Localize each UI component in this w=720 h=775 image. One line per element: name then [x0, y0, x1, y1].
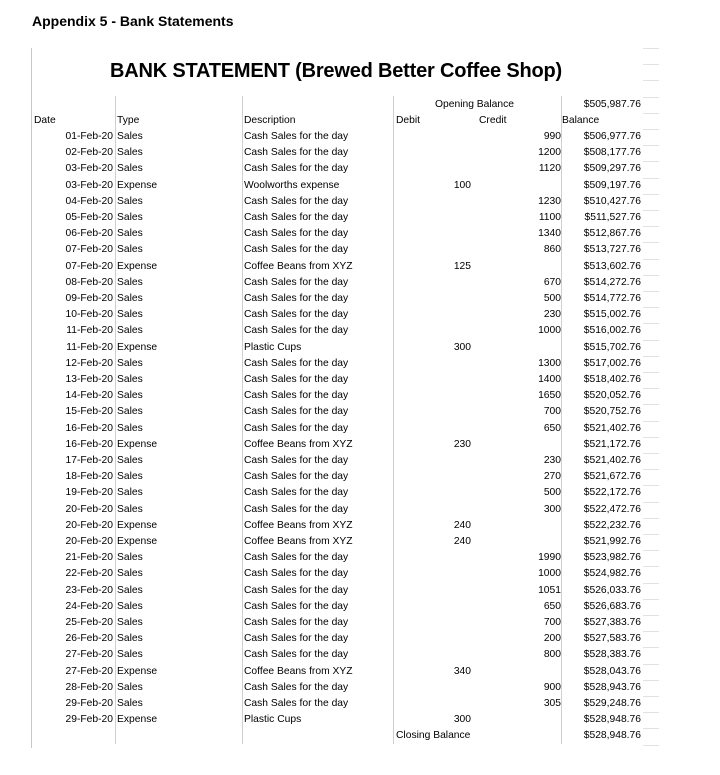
table-row — [31, 599, 643, 615]
gridline — [643, 48, 659, 49]
row-date: 07-Feb-20 — [65, 260, 113, 272]
opening-balance-row — [31, 97, 643, 113]
row-credit: 650 — [543, 600, 561, 612]
row-description: Cash Sales for the day — [244, 325, 349, 337]
table-row — [31, 194, 643, 210]
gridline — [643, 210, 659, 211]
row-balance: $506,977.76 — [583, 131, 641, 142]
row-credit: 1051 — [538, 584, 561, 596]
table-row — [31, 340, 643, 356]
row-type: Sales — [117, 568, 143, 580]
row-type: Sales — [117, 276, 143, 288]
row-credit: 230 — [543, 455, 561, 466]
row-debit: 300 — [453, 714, 471, 726]
gridline — [643, 64, 659, 65]
row-type: Sales — [117, 390, 143, 402]
row-balance: $521,992.76 — [583, 536, 641, 547]
row-date: 08-Feb-20 — [65, 276, 113, 288]
row-credit: 990 — [543, 131, 561, 142]
row-description: Cash Sales for the day — [244, 147, 349, 159]
gridline — [643, 404, 659, 405]
row-description: Cash Sales for the day — [244, 487, 349, 499]
table-row — [31, 161, 643, 177]
row-balance: $509,297.76 — [583, 163, 641, 175]
table-row — [31, 437, 643, 453]
row-date: 21-Feb-20 — [65, 552, 113, 564]
row-date: 11-Feb-20 — [66, 341, 113, 353]
row-type: Sales — [117, 633, 143, 645]
row-balance: $517,002.76 — [583, 357, 641, 369]
row-credit: 670 — [543, 276, 561, 288]
row-balance: $523,982.76 — [583, 552, 641, 564]
row-balance: $521,402.76 — [583, 422, 641, 434]
row-type: Sales — [117, 357, 143, 369]
row-type: Expense — [117, 536, 158, 547]
row-date: 25-Feb-20 — [65, 617, 113, 628]
row-type: Expense — [117, 179, 158, 191]
row-balance: $515,702.76 — [583, 341, 641, 353]
gridline — [643, 599, 659, 600]
row-description: Coffee Beans from XYZ — [244, 438, 353, 450]
row-balance: $518,402.76 — [583, 374, 641, 385]
row-date: 20-Feb-20 — [65, 519, 113, 531]
table-row — [31, 453, 643, 469]
table-row — [31, 129, 643, 145]
row-date: 28-Feb-20 — [65, 681, 113, 693]
row-credit: 500 — [543, 487, 561, 499]
row-date: 16-Feb-20 — [65, 438, 113, 450]
gridline — [643, 664, 659, 665]
gridline — [643, 340, 659, 341]
table-row — [31, 210, 643, 226]
row-balance: $528,043.76 — [583, 665, 641, 677]
row-type: Sales — [117, 325, 143, 337]
row-description: Plastic Cups — [244, 341, 302, 353]
row-balance: $516,002.76 — [583, 325, 641, 337]
row-balance: $520,752.76 — [583, 406, 641, 418]
row-date: 18-Feb-20 — [65, 471, 113, 483]
row-debit: 240 — [453, 519, 471, 531]
gridline — [643, 194, 659, 195]
row-balance: $528,383.76 — [583, 649, 641, 661]
gridline — [643, 372, 659, 373]
row-type: Sales — [117, 487, 143, 499]
row-type: Sales — [117, 552, 143, 564]
row-type: Sales — [117, 244, 143, 256]
row-balance: $508,177.76 — [583, 147, 641, 159]
row-balance: $514,272.76 — [583, 276, 641, 288]
table-row — [31, 307, 643, 323]
gridline — [643, 80, 659, 81]
gridline — [643, 631, 659, 632]
row-description: Cash Sales for the day — [244, 212, 349, 223]
opening-balance-value: $505,987.76 — [583, 99, 641, 110]
row-type: Expense — [117, 438, 158, 450]
row-description: Cash Sales for the day — [244, 309, 349, 321]
row-date: 03-Feb-20 — [65, 179, 113, 191]
gridline — [643, 291, 659, 292]
row-description: Cash Sales for the day — [244, 471, 349, 483]
table-row — [31, 145, 643, 161]
row-date: 10-Feb-20 — [65, 309, 113, 321]
table-row — [31, 566, 643, 582]
gridline — [643, 145, 659, 146]
row-debit: 230 — [453, 438, 471, 450]
gridline — [643, 323, 659, 324]
row-type: Sales — [117, 455, 143, 466]
row-balance: $514,772.76 — [583, 293, 641, 304]
row-credit: 650 — [543, 422, 561, 434]
row-balance: $511,527.76 — [584, 212, 641, 223]
row-date: 05-Feb-20 — [65, 212, 113, 223]
gridline — [643, 259, 659, 260]
table-row — [31, 550, 643, 566]
row-balance: $528,948.76 — [583, 714, 641, 726]
row-balance: $509,197.76 — [583, 179, 641, 191]
sheet-gridlines — [643, 48, 659, 748]
row-debit: 125 — [453, 260, 471, 272]
row-date: 17-Feb-20 — [65, 455, 113, 466]
row-description: Cash Sales for the day — [244, 600, 349, 612]
row-balance: $526,683.76 — [583, 600, 641, 612]
row-balance: $522,232.76 — [583, 519, 641, 531]
row-description: Cash Sales for the day — [244, 374, 349, 385]
row-debit: 300 — [453, 341, 471, 353]
row-description: Cash Sales for the day — [244, 568, 349, 580]
row-date: 23-Feb-20 — [65, 584, 113, 596]
row-description: Cash Sales for the day — [244, 195, 349, 207]
row-type: Expense — [117, 341, 158, 353]
row-type: Expense — [117, 519, 158, 531]
table-row — [31, 680, 643, 696]
row-description: Cash Sales for the day — [244, 131, 349, 142]
gridline — [643, 307, 659, 308]
header-description: Description — [244, 115, 296, 126]
row-balance: $513,727.76 — [583, 244, 641, 256]
row-type: Sales — [117, 422, 143, 434]
row-balance: $529,248.76 — [583, 698, 641, 709]
row-description: Woolworths expense — [244, 179, 340, 191]
row-description: Cash Sales for the day — [244, 406, 349, 418]
row-credit: 700 — [543, 617, 561, 628]
row-type: Expense — [117, 260, 158, 272]
row-type: Expense — [117, 665, 158, 677]
table-row — [31, 534, 643, 550]
opening-balance-label: Opening Balance — [435, 99, 515, 110]
gridline — [643, 421, 659, 422]
table-row — [31, 178, 643, 194]
gridline — [643, 680, 659, 681]
table-row — [31, 259, 643, 275]
row-credit: 305 — [543, 698, 561, 709]
row-balance: $510,427.76 — [583, 195, 641, 207]
appendix-heading: Appendix 5 - Bank Statements — [32, 13, 234, 29]
row-type: Sales — [117, 212, 143, 223]
row-description: Cash Sales for the day — [244, 357, 349, 369]
row-date: 04-Feb-20 — [65, 195, 113, 207]
gridline — [643, 161, 659, 162]
row-date: 29-Feb-20 — [65, 698, 113, 709]
row-type: Sales — [117, 600, 143, 612]
gridline — [643, 518, 659, 519]
gridline — [643, 712, 659, 713]
gridline — [643, 97, 659, 98]
row-type: Sales — [117, 309, 143, 321]
gridline — [643, 728, 659, 729]
table-row — [31, 242, 643, 258]
row-type: Sales — [117, 195, 143, 207]
row-type: Sales — [117, 649, 143, 661]
table-row — [31, 404, 643, 420]
header-date: Date — [34, 115, 56, 126]
row-type: Sales — [117, 698, 143, 709]
gridline — [643, 178, 659, 179]
row-description: Coffee Beans from XYZ — [244, 665, 353, 677]
row-credit: 1230 — [538, 195, 561, 207]
row-credit: 1400 — [538, 374, 561, 385]
row-balance: $527,583.76 — [583, 633, 641, 645]
gridline — [643, 615, 659, 616]
table-row — [31, 518, 643, 534]
row-balance: $521,672.76 — [583, 471, 641, 483]
header-credit: Credit — [479, 115, 507, 126]
row-type: Sales — [117, 228, 143, 240]
row-date: 16-Feb-20 — [65, 422, 113, 434]
row-date: 06-Feb-20 — [65, 228, 113, 240]
row-credit: 1120 — [538, 163, 561, 175]
row-type: Sales — [117, 584, 143, 596]
header-debit: Debit — [396, 115, 421, 126]
row-date: 27-Feb-20 — [65, 649, 113, 661]
row-date: 22-Feb-20 — [65, 568, 113, 580]
row-credit: 1300 — [538, 357, 561, 369]
row-balance: $521,172.76 — [583, 438, 641, 450]
row-balance: $515,002.76 — [583, 309, 641, 321]
row-balance: $522,472.76 — [583, 503, 641, 515]
table-row — [31, 291, 643, 307]
row-description: Cash Sales for the day — [244, 503, 349, 515]
table-row — [31, 323, 643, 339]
gridline — [643, 242, 659, 243]
row-balance: $526,033.76 — [583, 584, 641, 596]
table-row — [31, 712, 643, 728]
row-balance: $522,172.76 — [583, 487, 641, 499]
row-description: Coffee Beans from XYZ — [244, 260, 353, 272]
row-balance: $524,982.76 — [583, 568, 641, 580]
row-description: Cash Sales for the day — [244, 293, 349, 304]
row-type: Sales — [117, 293, 143, 304]
row-date: 09-Feb-20 — [65, 293, 113, 304]
gridline — [643, 534, 659, 535]
row-date: 12-Feb-20 — [65, 357, 113, 369]
row-date: 24-Feb-20 — [65, 600, 113, 612]
row-balance: $528,943.76 — [583, 681, 641, 693]
gridline — [643, 647, 659, 648]
table-row — [31, 421, 643, 437]
gridline — [643, 226, 659, 227]
row-credit: 200 — [543, 633, 561, 645]
row-type: Sales — [117, 163, 143, 175]
row-description: Cash Sales for the day — [244, 633, 349, 645]
row-description: Cash Sales for the day — [244, 552, 349, 564]
gridline — [643, 453, 659, 454]
gridline — [643, 437, 659, 438]
row-description: Cash Sales for the day — [244, 455, 349, 466]
table-row — [31, 502, 643, 518]
row-description: Cash Sales for the day — [244, 698, 349, 709]
row-date: 07-Feb-20 — [65, 244, 113, 256]
table-row — [31, 226, 643, 242]
gridline — [643, 583, 659, 584]
table-row — [31, 388, 643, 404]
row-description: Cash Sales for the day — [244, 584, 349, 596]
row-balance: $512,867.76 — [583, 228, 641, 240]
row-description: Cash Sales for the day — [244, 422, 349, 434]
row-date: 15-Feb-20 — [65, 406, 113, 418]
row-description: Coffee Beans from XYZ — [244, 536, 353, 547]
row-type: Expense — [117, 714, 158, 726]
row-balance: $521,402.76 — [583, 455, 641, 466]
row-balance: $513,602.76 — [583, 260, 641, 272]
row-description: Coffee Beans from XYZ — [244, 519, 353, 531]
table-row — [31, 647, 643, 663]
row-debit: 240 — [453, 536, 471, 547]
row-description: Cash Sales for the day — [244, 390, 349, 402]
row-description: Cash Sales for the day — [244, 163, 349, 175]
row-debit: 340 — [453, 665, 471, 677]
row-type: Sales — [117, 374, 143, 385]
row-credit: 1000 — [538, 568, 561, 580]
row-date: 02-Feb-20 — [65, 147, 113, 159]
row-type: Sales — [117, 406, 143, 418]
row-description: Cash Sales for the day — [244, 649, 349, 661]
table-row — [31, 696, 643, 712]
table-row — [31, 631, 643, 647]
row-credit: 1100 — [538, 212, 561, 223]
row-credit: 1650 — [538, 390, 561, 402]
header-type: Type — [117, 115, 140, 126]
row-credit: 300 — [543, 503, 561, 515]
row-date: 27-Feb-20 — [65, 665, 113, 677]
row-credit: 1990 — [538, 552, 561, 564]
row-credit: 270 — [543, 471, 561, 483]
gridline — [643, 113, 659, 114]
row-type: Sales — [117, 617, 143, 628]
gridline — [643, 356, 659, 357]
table-row — [31, 356, 643, 372]
row-balance: $527,383.76 — [583, 617, 641, 628]
row-balance: $520,052.76 — [583, 390, 641, 402]
closing-balance-value: $528,948.76 — [583, 730, 641, 742]
table-row — [31, 275, 643, 291]
gridline — [643, 129, 659, 130]
table-row — [31, 664, 643, 680]
gridline — [643, 388, 659, 389]
row-credit: 1000 — [538, 325, 561, 337]
row-description: Cash Sales for the day — [244, 681, 349, 693]
row-date: 20-Feb-20 — [65, 536, 113, 547]
row-date: 11-Feb-20 — [66, 325, 113, 337]
table-row — [31, 615, 643, 631]
gridline — [643, 469, 659, 470]
row-credit: 500 — [543, 293, 561, 304]
closing-balance-row — [31, 728, 643, 744]
gridline — [643, 485, 659, 486]
row-description: Plastic Cups — [244, 714, 302, 726]
row-credit: 800 — [543, 649, 561, 661]
table-row — [31, 469, 643, 485]
row-type: Sales — [117, 471, 143, 483]
table-row — [31, 485, 643, 501]
row-date: 19-Feb-20 — [65, 487, 113, 499]
gridline — [643, 275, 659, 276]
row-debit: 100 — [453, 179, 471, 191]
column-header-row — [31, 113, 643, 129]
gridline — [643, 502, 659, 503]
row-credit: 700 — [543, 406, 561, 418]
row-date: 20-Feb-20 — [65, 503, 113, 515]
row-description: Cash Sales for the day — [244, 617, 349, 628]
statement-title: BANK STATEMENT (Brewed Better Coffee Shop) — [110, 60, 562, 82]
row-credit: 900 — [543, 681, 561, 693]
table-row — [31, 583, 643, 599]
closing-balance-label: Closing Balance — [396, 730, 471, 742]
row-type: Sales — [117, 503, 143, 515]
row-description: Cash Sales for the day — [244, 244, 349, 256]
row-credit: 1200 — [538, 147, 561, 159]
row-description: Cash Sales for the day — [244, 276, 349, 288]
row-credit: 230 — [543, 309, 561, 321]
row-type: Sales — [117, 147, 143, 159]
header-balance: Balance — [562, 115, 600, 126]
row-date: 01-Feb-20 — [65, 131, 113, 142]
gridline — [643, 550, 659, 551]
row-credit: 1340 — [538, 228, 561, 240]
row-date: 03-Feb-20 — [65, 163, 113, 175]
gridline — [643, 696, 659, 697]
row-date: 26-Feb-20 — [65, 633, 113, 645]
table-row — [31, 372, 643, 388]
row-date: 14-Feb-20 — [65, 390, 113, 402]
gridline — [643, 745, 659, 746]
row-type: Sales — [117, 131, 143, 142]
row-credit: 860 — [543, 244, 561, 256]
row-type: Sales — [117, 681, 143, 693]
row-date: 29-Feb-20 — [65, 714, 113, 726]
gridline — [643, 566, 659, 567]
row-description: Cash Sales for the day — [244, 228, 349, 240]
row-date: 13-Feb-20 — [65, 374, 113, 385]
